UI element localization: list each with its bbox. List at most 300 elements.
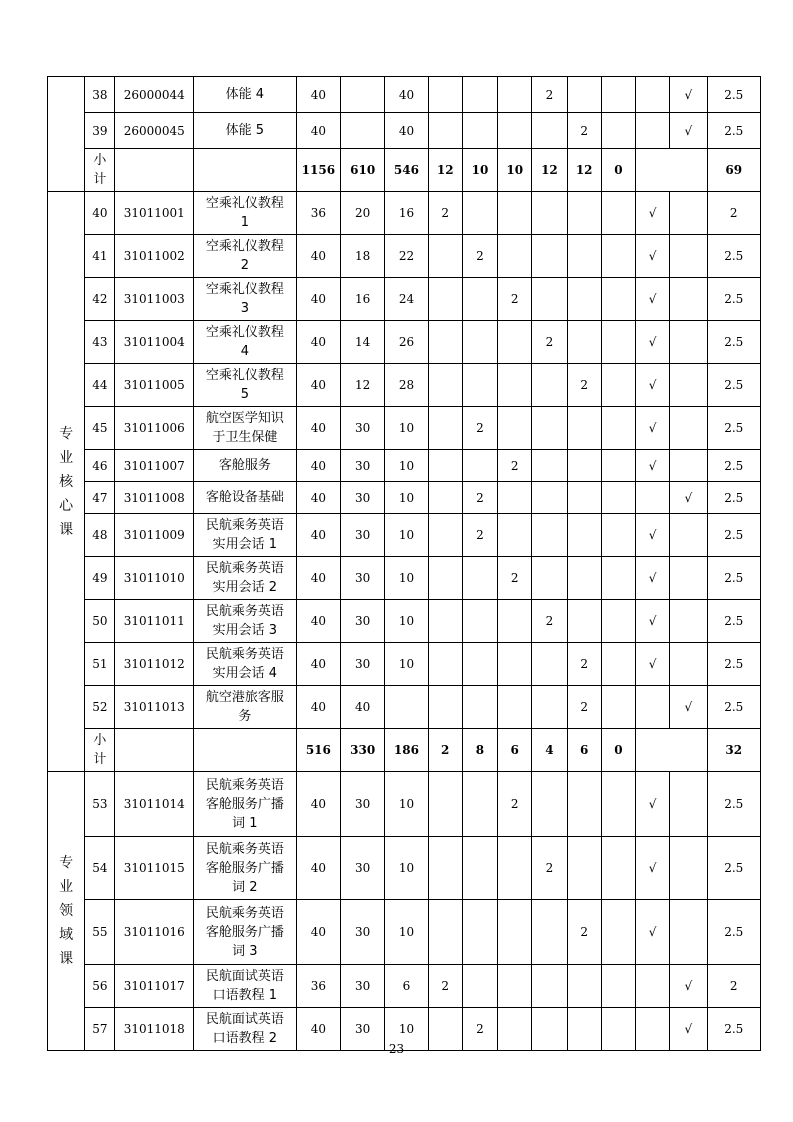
col-sem-4	[532, 192, 567, 235]
course-name-line: 民航乘务英语	[205, 647, 284, 662]
course-number: 45	[85, 407, 115, 450]
col-sem-1	[428, 686, 462, 729]
col-sem-4	[532, 686, 567, 729]
col-sem-5	[567, 192, 601, 235]
course-name	[194, 77, 297, 113]
col-sem-2	[462, 772, 497, 837]
col-credits: 2.5	[707, 900, 761, 965]
section-label-char: 课	[59, 951, 74, 967]
col-total-hours: 40	[296, 837, 340, 900]
course-code-cell	[115, 729, 194, 772]
col-total-hours: 1156	[296, 149, 340, 192]
col-sem-6	[601, 482, 635, 514]
col-theory-hours: 16	[341, 278, 385, 321]
col-total-hours: 40	[296, 407, 340, 450]
col-credits: 2.5	[707, 837, 761, 900]
col-sem-5: 2	[567, 364, 601, 407]
section-label-domain	[48, 772, 85, 1051]
col-sem-5: 2	[567, 113, 601, 149]
col-check-mark	[670, 600, 707, 643]
course-number: 47	[85, 482, 115, 514]
col-sem-6	[601, 77, 635, 113]
col-theory-hours: 30	[341, 643, 385, 686]
course-name-line: 实用会话 4	[212, 666, 278, 681]
course-name-line: 5	[240, 387, 249, 402]
col-sem-3	[498, 235, 532, 278]
col-total-hours: 40	[296, 450, 340, 482]
col-exam-mark: √	[636, 772, 670, 837]
col-total-hours: 40	[296, 113, 340, 149]
section-label-char: 专	[59, 855, 74, 871]
course-name	[194, 514, 297, 557]
section-label-char: 领	[59, 903, 74, 919]
col-sem-6	[601, 278, 635, 321]
col-theory-hours: 30	[341, 557, 385, 600]
col-check-mark	[670, 900, 707, 965]
col-practice-hours: 22	[385, 235, 428, 278]
course-number: 56	[85, 965, 115, 1008]
col-sem-5	[567, 965, 601, 1008]
col-credits: 69	[707, 149, 761, 192]
col-exam-mark: √	[636, 643, 670, 686]
col-exam-mark: √	[636, 900, 670, 965]
curriculum-table	[47, 76, 761, 1051]
course-name-line: 体能 5	[225, 123, 265, 138]
col-sem-5: 6	[567, 729, 601, 772]
col-credits: 2.5	[707, 364, 761, 407]
course-number: 53	[85, 772, 115, 837]
table-row	[48, 77, 761, 113]
table-row	[48, 364, 761, 407]
course-name-line: 客舱服务	[218, 458, 271, 473]
col-check-mark	[670, 450, 707, 482]
course-name-line: 民航乘务英语	[205, 905, 284, 921]
col-sem-1	[428, 407, 462, 450]
col-sem-1	[428, 643, 462, 686]
col-sem-2: 2	[462, 235, 497, 278]
course-name-line: 1	[240, 215, 249, 230]
col-practice-hours: 24	[385, 278, 428, 321]
col-sem-1: 2	[428, 729, 462, 772]
table-row	[48, 965, 761, 1008]
col-practice-hours: 26	[385, 321, 428, 364]
col-sem-6	[601, 514, 635, 557]
course-name	[194, 643, 297, 686]
col-sem-5	[567, 837, 601, 900]
col-sem-6	[601, 557, 635, 600]
col-sem-3	[498, 113, 532, 149]
course-name	[194, 965, 297, 1008]
col-total-hours: 40	[296, 1008, 340, 1051]
col-credits: 2.5	[707, 600, 761, 643]
course-name-cell	[194, 149, 297, 192]
col-theory-hours: 30	[341, 1008, 385, 1051]
subtotal-label	[85, 729, 115, 772]
col-sem-2	[462, 557, 497, 600]
col-sem-3	[498, 482, 532, 514]
col-sem-1	[428, 235, 462, 278]
col-practice-hours: 10	[385, 643, 428, 686]
col-sem-5: 2	[567, 686, 601, 729]
col-sem-2: 2	[462, 407, 497, 450]
course-code: 31011017	[115, 965, 194, 1008]
table-row	[48, 772, 761, 837]
col-credits: 2.5	[707, 450, 761, 482]
col-credits: 2.5	[707, 482, 761, 514]
col-theory-hours: 40	[341, 686, 385, 729]
col-sem-4	[532, 643, 567, 686]
course-name-cell	[194, 729, 297, 772]
course-number: 43	[85, 321, 115, 364]
col-sem-5	[567, 77, 601, 113]
col-credits: 2.5	[707, 1008, 761, 1051]
col-credits: 2.5	[707, 321, 761, 364]
course-name-line: 词 2	[232, 879, 258, 895]
col-sem-1	[428, 600, 462, 643]
course-name	[194, 900, 297, 965]
col-sem-2	[462, 600, 497, 643]
course-code: 31011001	[115, 192, 194, 235]
course-name	[194, 278, 297, 321]
course-number: 57	[85, 1008, 115, 1051]
col-sem-4	[532, 364, 567, 407]
col-theory-hours: 18	[341, 235, 385, 278]
col-theory-hours: 30	[341, 407, 385, 450]
col-total-hours: 40	[296, 77, 340, 113]
col-sem-4: 2	[532, 77, 567, 113]
course-number: 38	[85, 77, 115, 113]
course-name	[194, 321, 297, 364]
col-theory-hours: 330	[341, 729, 385, 772]
course-name-line: 体能 4	[225, 87, 265, 102]
course-name-line: 实用会话 3	[212, 623, 278, 638]
col-practice-hours: 10	[385, 407, 428, 450]
table-row	[48, 192, 761, 235]
col-exam-mark: √	[636, 450, 670, 482]
col-practice-hours: 10	[385, 450, 428, 482]
col-sem-1: 2	[428, 192, 462, 235]
col-credits: 2	[707, 192, 761, 235]
course-code: 31011009	[115, 514, 194, 557]
col-sem-2	[462, 965, 497, 1008]
col-theory-hours: 20	[341, 192, 385, 235]
col-theory-hours: 30	[341, 772, 385, 837]
section-label-char: 业	[59, 449, 74, 466]
col-sem-3	[498, 643, 532, 686]
section-label-char: 核	[59, 473, 74, 490]
course-code: 31011016	[115, 900, 194, 965]
col-total-hours: 40	[296, 557, 340, 600]
col-sem-6	[601, 364, 635, 407]
col-sem-2: 2	[462, 482, 497, 514]
col-sem-1	[428, 900, 462, 965]
course-number: 39	[85, 113, 115, 149]
col-sem-5: 2	[567, 643, 601, 686]
col-theory-hours: 12	[341, 364, 385, 407]
col-sem-5	[567, 482, 601, 514]
subtotal-label-char: 小	[93, 153, 107, 168]
course-name-line: 词 1	[232, 815, 258, 831]
col-sem-2	[462, 450, 497, 482]
col-credits: 2.5	[707, 772, 761, 837]
col-sem-3	[498, 837, 532, 900]
col-practice-hours	[385, 686, 428, 729]
section-label-char: 课	[59, 521, 74, 538]
col-sem-4: 4	[532, 729, 567, 772]
col-sem-3: 6	[498, 729, 532, 772]
col-sem-3	[498, 364, 532, 407]
col-exam-mark: √	[636, 364, 670, 407]
col-practice-hours: 10	[385, 482, 428, 514]
col-total-hours: 40	[296, 600, 340, 643]
col-sem-4	[532, 557, 567, 600]
col-exam-mark	[636, 113, 670, 149]
course-name-line: 航空医学知识	[205, 411, 284, 426]
col-sem-3: 2	[498, 557, 532, 600]
subtotal-label-char: 小	[93, 733, 107, 748]
col-exam-mark	[636, 77, 670, 113]
col-check-mark	[670, 278, 707, 321]
course-code: 31011003	[115, 278, 194, 321]
col-sem-6	[601, 965, 635, 1008]
table-row	[48, 900, 761, 965]
course-name-line: 民航乘务英语	[205, 841, 284, 857]
col-sem-1	[428, 514, 462, 557]
col-credits: 2.5	[707, 643, 761, 686]
col-sem-2: 2	[462, 514, 497, 557]
col-credits: 2.5	[707, 113, 761, 149]
col-theory-hours	[341, 113, 385, 149]
course-number: 49	[85, 557, 115, 600]
course-name-line: 空乘礼仪教程	[205, 368, 284, 383]
course-number: 46	[85, 450, 115, 482]
col-sem-3	[498, 686, 532, 729]
col-sem-6	[601, 450, 635, 482]
course-code: 31011006	[115, 407, 194, 450]
col-sem-2	[462, 113, 497, 149]
col-practice-hours: 40	[385, 113, 428, 149]
col-sem-4: 12	[532, 149, 567, 192]
col-check-mark	[670, 192, 707, 235]
col-sem-2	[462, 837, 497, 900]
col-total-hours: 40	[296, 235, 340, 278]
course-code: 31011018	[115, 1008, 194, 1051]
col-credits: 32	[707, 729, 761, 772]
course-name-line: 客舱服务广播	[205, 860, 284, 876]
course-number: 44	[85, 364, 115, 407]
course-number: 42	[85, 278, 115, 321]
col-credits: 2.5	[707, 235, 761, 278]
course-code: 31011004	[115, 321, 194, 364]
table-row	[48, 321, 761, 364]
course-number: 55	[85, 900, 115, 965]
table-row	[48, 482, 761, 514]
col-practice-hours: 10	[385, 900, 428, 965]
col-total-hours: 40	[296, 482, 340, 514]
section-label-char: 域	[59, 927, 74, 943]
col-exam-mark: √	[636, 600, 670, 643]
page-number: 23	[388, 1042, 405, 1056]
col-sem-3	[498, 407, 532, 450]
col-sem-3	[498, 600, 532, 643]
table-row	[48, 407, 761, 450]
col-sem-5	[567, 407, 601, 450]
col-sem-4: 2	[532, 600, 567, 643]
course-name-line: 口语教程 2	[212, 1031, 278, 1046]
col-sem-4	[532, 965, 567, 1008]
col-sem-1	[428, 557, 462, 600]
exam-type-cell	[636, 729, 707, 772]
section-label-char: 专	[59, 425, 74, 442]
col-practice-hours: 10	[385, 557, 428, 600]
col-total-hours: 40	[296, 514, 340, 557]
subtotal-label-char: 计	[93, 172, 107, 187]
course-name-line: 口语教程 1	[212, 988, 278, 1003]
course-name-line: 空乘礼仪教程	[205, 325, 284, 340]
col-exam-mark: √	[636, 837, 670, 900]
course-name	[194, 837, 297, 900]
col-check-mark: √	[670, 113, 707, 149]
col-exam-mark: √	[636, 407, 670, 450]
col-total-hours: 40	[296, 364, 340, 407]
col-total-hours: 36	[296, 965, 340, 1008]
col-check-mark	[670, 514, 707, 557]
course-name-line: 民航乘务英语	[205, 604, 284, 619]
col-sem-3: 10	[498, 149, 532, 192]
course-code: 26000045	[115, 113, 194, 149]
col-sem-2	[462, 686, 497, 729]
col-sem-1: 2	[428, 965, 462, 1008]
col-total-hours: 40	[296, 321, 340, 364]
col-sem-5	[567, 600, 601, 643]
col-practice-hours: 10	[385, 514, 428, 557]
col-practice-hours: 10	[385, 1008, 428, 1051]
col-sem-2: 2	[462, 1008, 497, 1051]
col-check-mark	[670, 407, 707, 450]
course-number: 40	[85, 192, 115, 235]
col-sem-6	[601, 600, 635, 643]
course-name	[194, 113, 297, 149]
col-sem-1	[428, 450, 462, 482]
course-name	[194, 557, 297, 600]
col-sem-3: 2	[498, 772, 532, 837]
course-code: 31011015	[115, 837, 194, 900]
table-row	[48, 557, 761, 600]
col-total-hours: 516	[296, 729, 340, 772]
col-sem-1	[428, 321, 462, 364]
section-label-core	[48, 192, 85, 772]
col-theory-hours: 30	[341, 837, 385, 900]
col-credits: 2.5	[707, 407, 761, 450]
course-name-line: 词 3	[232, 943, 258, 959]
col-credits: 2.5	[707, 77, 761, 113]
col-check-mark: √	[670, 1008, 707, 1051]
table-row	[48, 600, 761, 643]
col-sem-4	[532, 278, 567, 321]
course-name	[194, 364, 297, 407]
col-sem-2: 8	[462, 729, 497, 772]
col-theory-hours: 30	[341, 600, 385, 643]
course-number: 50	[85, 600, 115, 643]
course-name-line: 民航乘务英语	[205, 518, 284, 533]
col-check-mark	[670, 557, 707, 600]
table-row	[48, 686, 761, 729]
course-name	[194, 686, 297, 729]
col-sem-3	[498, 77, 532, 113]
col-practice-hours: 40	[385, 77, 428, 113]
course-code: 31011014	[115, 772, 194, 837]
col-sem-1	[428, 77, 462, 113]
section-label-public	[48, 77, 85, 192]
col-exam-mark: √	[636, 321, 670, 364]
col-exam-mark: √	[636, 278, 670, 321]
col-sem-1: 12	[428, 149, 462, 192]
course-name-line: 4	[240, 344, 249, 359]
course-name-line: 民航面试英语	[205, 969, 284, 984]
col-sem-4	[532, 113, 567, 149]
col-check-mark	[670, 321, 707, 364]
col-credits: 2.5	[707, 557, 761, 600]
col-check-mark	[670, 772, 707, 837]
exam-type-cell	[636, 149, 707, 192]
col-sem-6	[601, 192, 635, 235]
col-practice-hours: 546	[385, 149, 428, 192]
subtotal-label-char: 计	[93, 752, 107, 767]
col-exam-mark: √	[636, 514, 670, 557]
col-sem-6	[601, 643, 635, 686]
course-name-line: 航空港旅客服	[205, 690, 284, 705]
col-sem-5: 2	[567, 900, 601, 965]
col-sem-4	[532, 482, 567, 514]
table-row	[48, 643, 761, 686]
col-exam-mark: √	[636, 557, 670, 600]
col-sem-2: 10	[462, 149, 497, 192]
course-code: 31011012	[115, 643, 194, 686]
course-code: 31011002	[115, 235, 194, 278]
col-sem-2	[462, 192, 497, 235]
col-sem-2	[462, 900, 497, 965]
col-sem-5	[567, 235, 601, 278]
col-total-hours: 40	[296, 278, 340, 321]
col-sem-1	[428, 772, 462, 837]
col-check-mark: √	[670, 686, 707, 729]
col-sem-1	[428, 364, 462, 407]
col-sem-3	[498, 192, 532, 235]
col-sem-1	[428, 837, 462, 900]
course-name-line: 民航乘务英语	[205, 777, 284, 793]
col-credits: 2	[707, 965, 761, 1008]
col-check-mark: √	[670, 482, 707, 514]
course-name	[194, 192, 297, 235]
col-sem-2	[462, 643, 497, 686]
col-sem-6	[601, 235, 635, 278]
course-name-line: 务	[238, 709, 252, 724]
course-name-line: 2	[240, 258, 249, 273]
course-code: 31011008	[115, 482, 194, 514]
col-check-mark	[670, 643, 707, 686]
col-practice-hours: 6	[385, 965, 428, 1008]
col-sem-4: 2	[532, 321, 567, 364]
col-total-hours: 40	[296, 643, 340, 686]
col-sem-3: 2	[498, 278, 532, 321]
col-total-hours: 40	[296, 772, 340, 837]
col-sem-3	[498, 514, 532, 557]
course-name	[194, 772, 297, 837]
col-sem-1	[428, 278, 462, 321]
col-practice-hours: 10	[385, 772, 428, 837]
table-row	[48, 278, 761, 321]
course-name-line: 空乘礼仪教程	[205, 282, 284, 297]
